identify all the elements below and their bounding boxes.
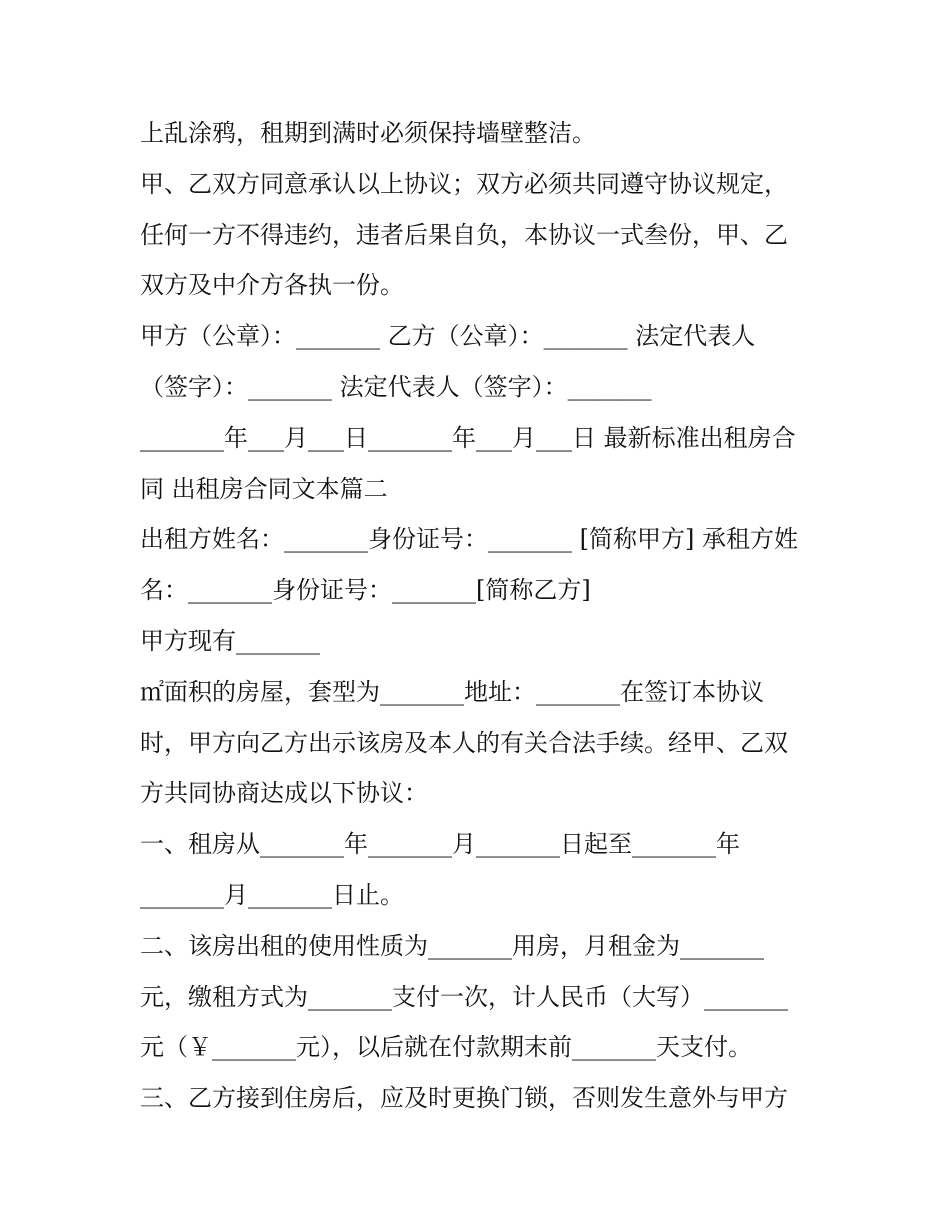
text-line: 方共同协商达成以下协议： xyxy=(140,779,428,808)
text-line: 元（￥_______元），以后就在付款期末前_______天支付。 xyxy=(140,1033,752,1062)
text-line: 甲方现有_______ xyxy=(140,626,320,655)
text-line: 时，甲方向乙方出示该房及本人的有关合法手续。经甲、乙双 xyxy=(140,728,788,757)
text-line: 双方及中介方各执一份。 xyxy=(140,271,404,300)
text-line: 出租方姓名：_______身份证号：_______ [简称甲方] 承租方姓 xyxy=(140,525,798,554)
text-line: 同 出租房合同文本篇二 xyxy=(140,474,388,503)
text-line: _______月_______日止。 xyxy=(140,880,404,909)
text-line: 甲、乙双方同意承认以上协议；双方必须共同遵守协议规定， xyxy=(140,169,788,198)
text-line: 三、乙方接到住房后，应及时更换门锁，否则发生意外与甲方 xyxy=(140,1084,788,1113)
text-line: 名：_______身份证号：_______[简称乙方] xyxy=(140,576,591,605)
text-line: 上乱涂鸦，租期到满时必须保持墙壁整洁。 xyxy=(140,119,596,147)
text-line: _______年___月___日_______年___月___日 最新标准出租房合 xyxy=(140,423,796,452)
text-line: （签字）：_______ 法定代表人（签字）：_______ xyxy=(140,372,652,401)
text-line: 甲方（公章）：_______ 乙方（公章）：_______ 法定代表人 xyxy=(140,322,756,351)
contract-text xyxy=(140,108,820,1124)
text-line: ㎡面积的房屋，套型为_______地址：_______在签订本协议 xyxy=(140,677,764,706)
text-line: 二、该房出租的使用性质为_______用房，月租金为_______ xyxy=(140,931,764,960)
text-line: 元，缴租方式为_______支付一次，计人民币（大写）_______ xyxy=(140,982,788,1011)
text-line: 任何一方不得违约，违者后果自负，本协议一式叁份，甲、乙 xyxy=(140,220,788,249)
text-line: 一、租房从_______年_______月_______日起至_______年 xyxy=(140,830,740,859)
